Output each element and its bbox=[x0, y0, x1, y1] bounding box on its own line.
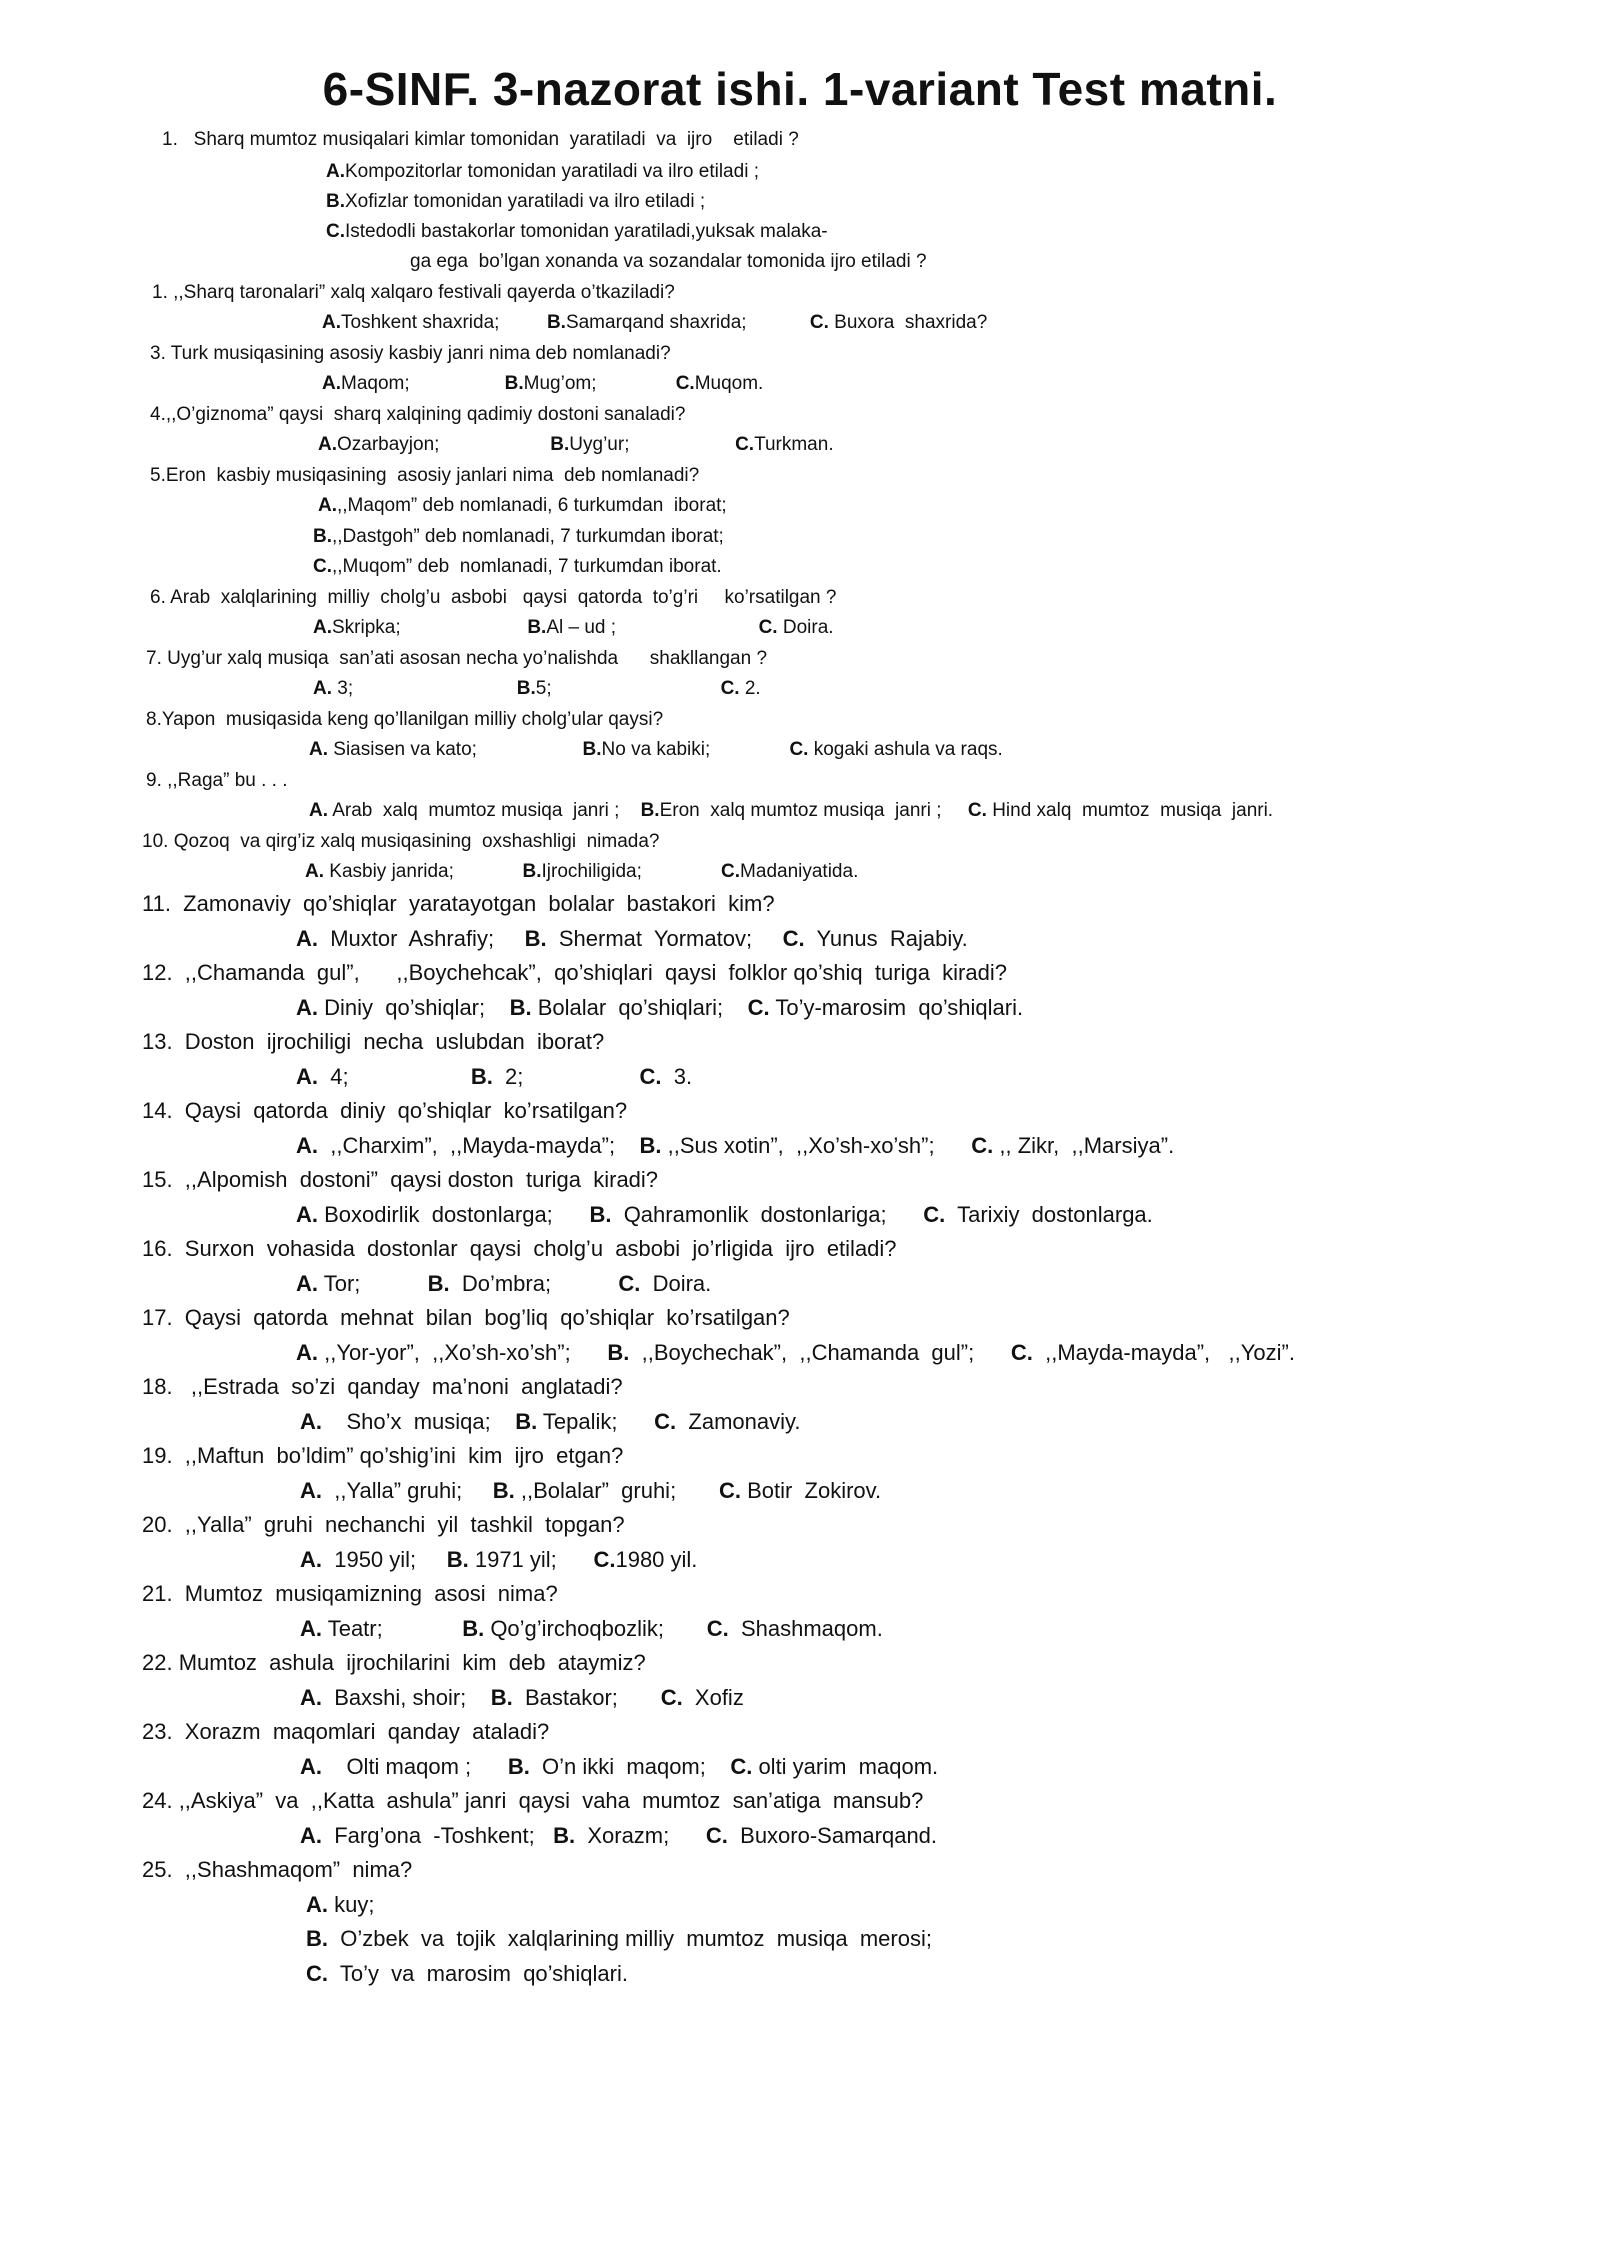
answer-options-line: A. ,,Yalla” gruhi; B. ,,Bolalar” gruhi; C. Botir Zokirov. bbox=[300, 1478, 882, 1503]
question-line: ga ega bo’lgan xonanda va sozandalar tomonida ijro etiladi ? bbox=[410, 251, 927, 272]
answer-options-line: C.,,Muqom” deb nomlanadi, 7 turkumdan iborat. bbox=[313, 556, 722, 577]
answer-options-line: A. Farg’ona -Toshkent; B. Xorazm; C. Buxoro-Samarqand. bbox=[300, 1823, 938, 1848]
question-line: 7. Uyg’ur xalq musiqa san’ati asosan necha yo’nalishda shakllangan ? bbox=[146, 648, 768, 669]
question-line: 6. Arab xalqlarining milliy cholg’u asbobi qaysi qatorda to’g’ri ko’rsatilgan ? bbox=[150, 587, 837, 608]
question-line: 14. Qaysi qatorda diniy qo’shiqlar ko’rsatilgan? bbox=[142, 1098, 628, 1123]
question-line: 12. ,,Chamanda gul”, ,,Boychehcak”, qo’shiqlari qaysi folklor qo’shiq turiga kiradi? bbox=[142, 960, 1007, 985]
answer-options-line: C.Istedodli bastakorlar tomonidan yaratiladi,yuksak malaka- bbox=[326, 221, 828, 242]
question-line: 3. Turk musiqasining asosiy kasbiy janri nima deb nomlanadi? bbox=[150, 343, 671, 364]
question-line: 15. ,,Alpomish dostoni” qaysi doston turiga kiradi? bbox=[142, 1167, 659, 1192]
question-line: 1. ,,Sharq taronalari” xalq xalqaro festivali qayerda o’tkaziladi? bbox=[152, 282, 675, 303]
question-line: 16. Surxon vohasida dostonlar qaysi cholg’u asbobi jo’rligida ijro etiladi? bbox=[142, 1236, 897, 1261]
answer-options-line: A. Arab xalq mumtoz musiqa janri ; B.Eron xalq mumtoz musiqa janri ; C. Hind xalq mumtoz musiqa janri. bbox=[309, 800, 1274, 821]
answer-options-line: A. Baxshi, shoir; B. Bastakor; C. Xofiz bbox=[300, 1685, 744, 1710]
question-line: 20. ,,Yalla” gruhi nechanchi yil tashkil topgan? bbox=[142, 1512, 625, 1537]
answer-options-line: A. 1950 yil; B. 1971 yil; C.1980 yil. bbox=[300, 1547, 698, 1572]
answer-options-line: A. Muxtor Ashrafiy; B. Shermat Yormatov; C. Yunus Rajabiy. bbox=[296, 926, 968, 951]
question-line: 8.Yapon musiqasida keng qo’llanilgan milliy cholg’ular qaysi? bbox=[146, 709, 664, 730]
question-line: 4.,,O’giznoma” qaysi sharq xalqining qadimiy dostoni sanaladi? bbox=[150, 404, 686, 425]
answer-options-line: A.Ozarbayjon; B.Uyg’ur; C.Turkman. bbox=[318, 434, 834, 455]
answer-options-line: A.Kompozitorlar tomonidan yaratiladi va ilro etiladi ; bbox=[326, 161, 759, 182]
question-line: 13. Doston ijrochiligi necha uslubdan iborat? bbox=[142, 1029, 605, 1054]
answer-options-line: A. Diniy qo’shiqlar; B. Bolalar qo’shiqlari; C. To’y-marosim qo’shiqlari. bbox=[296, 995, 1024, 1020]
question-line: 1. Sharq mumtoz musiqalari kimlar tomonidan yaratiladi va ijro etiladi ? bbox=[162, 129, 799, 150]
question-line: 9. ,,Raga” bu . . . bbox=[146, 770, 288, 791]
answer-options-line: A. ,,Yor-yor”, ,,Xo’sh-xo’sh”; B. ,,Boychechak”, ,,Chamanda gul”; C. ,,Mayda-mayda”, ,,Yozi”. bbox=[296, 1340, 1295, 1365]
answer-options-line: B.Xofizlar tomonidan yaratiladi va ilro etiladi ; bbox=[326, 191, 706, 212]
answer-options-line: A. Kasbiy janrida; B.Ijrochiligida; C.Madaniyatida. bbox=[305, 861, 859, 882]
question-line: 10. Qozoq va qirg’iz xalq musiqasining oxshashligi nimada? bbox=[142, 831, 660, 852]
answer-options-line: A.Skripka; B.Al – ud ; C. Doira. bbox=[313, 617, 834, 638]
page-title: 6-SINF. 3-nazorat ishi. 1-variant Test matni. bbox=[322, 63, 1278, 115]
answer-options-line: A. Siasisen va kato; B.No va kabiki; C. kogaki ashula va raqs. bbox=[309, 739, 1003, 760]
question-line: 5.Eron kasbiy musiqasining asosiy janlari nima deb nomlanadi? bbox=[150, 465, 700, 486]
answer-options-line: B. O’zbek va tojik xalqlarining milliy mumtoz musiqa merosi; bbox=[306, 1926, 932, 1951]
question-line: 18. ,,Estrada so’zi qanday ma’noni anglatadi? bbox=[142, 1374, 623, 1399]
answer-options-line: A.Maqom; B.Mug’om; C.Muqom. bbox=[322, 373, 764, 394]
answer-options-line: A.Toshkent shaxrida; B.Samarqand shaxrida; C. Buxora shaxrida? bbox=[322, 312, 988, 333]
answer-options-line: A. ,,Charxim”, ,,Mayda-mayda”; B. ,,Sus xotin”, ,,Xo’sh-xo’sh”; C. ,, Zikr, ,,Marsiya”. bbox=[296, 1133, 1175, 1158]
question-line: 23. Xorazm maqomlari qanday ataladi? bbox=[142, 1719, 550, 1744]
answer-options-line: B.,,Dastgoh” deb nomlanadi, 7 turkumdan iborat; bbox=[313, 526, 724, 547]
answer-options-line: A.,,Maqom” deb nomlanadi, 6 turkumdan iborat; bbox=[318, 495, 727, 516]
answer-options-line: A. Teatr; B. Qo’g’irchoqbozlik; C. Shashmaqom. bbox=[300, 1616, 883, 1641]
answer-options-line: C. To’y va marosim qo’shiqlari. bbox=[306, 1961, 628, 1986]
answer-options-line: A. Boxodirlik dostonlarga; B. Qahramonlik dostonlariga; C. Tarixiy dostonlarga. bbox=[296, 1202, 1153, 1227]
answer-options-line: A. 4; B. 2; C. 3. bbox=[296, 1064, 693, 1089]
question-line: 22. Mumtoz ashula ijrochilarini kim deb ataymiz? bbox=[142, 1650, 646, 1675]
question-line: 11. Zamonaviy qo’shiqlar yaratayotgan bolalar bastakori kim? bbox=[142, 891, 775, 916]
answer-options-line: A. Tor; B. Do’mbra; C. Doira. bbox=[296, 1271, 712, 1296]
question-line: 17. Qaysi qatorda mehnat bilan bog’liq qo’shiqlar ko’rsatilgan? bbox=[142, 1305, 790, 1330]
question-line: 19. ,,Maftun bo’ldim” qo’shig’ini kim ijro etgan? bbox=[142, 1443, 624, 1468]
answer-options-line: A. Sho’x musiqa; B. Tepalik; C. Zamonaviy. bbox=[300, 1409, 801, 1434]
answer-options-line: A. 3; B.5; C. 2. bbox=[313, 678, 761, 699]
answer-options-line: A. Olti maqom ; B. O’n ikki maqom; C. olti yarim maqom. bbox=[300, 1754, 939, 1779]
question-line: 24. ,,Askiya” va ,,Katta ashula” janri qaysi vaha mumtoz san’atiga mansub? bbox=[142, 1788, 924, 1813]
answer-options-line: A. kuy; bbox=[306, 1892, 375, 1917]
question-line: 21. Mumtoz musiqamizning asosi nima? bbox=[142, 1581, 558, 1606]
question-line: 25. ,,Shashmaqom” nima? bbox=[142, 1857, 413, 1882]
